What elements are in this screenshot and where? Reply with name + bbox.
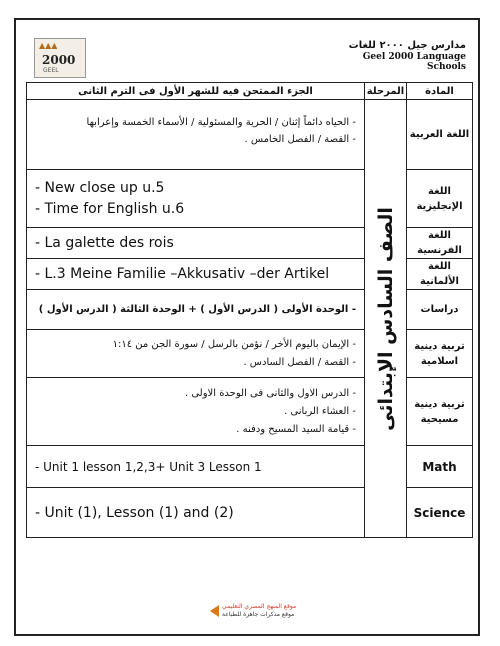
exam-content-table xyxy=(26,82,473,538)
document-header xyxy=(26,32,472,82)
content-cell: - Unit (1), Lesson (1) and (2) xyxy=(27,488,365,538)
content-cell: - الإيمان باليوم الأخر / نؤمن بالرسل / سورة الجن من ١:١٤ - القصة / الفصل السادس . xyxy=(27,330,365,378)
footer-watermark xyxy=(210,603,300,621)
content-cell: - L.3 Meine Familie –Akkusativ –der Artikel xyxy=(27,259,365,290)
content-cell: - الحياه دائماً إثنان / الحرية والمسئولية / الأسماء الخمسة وإعرابها - القصة / الفصل الخامس . xyxy=(27,100,365,170)
subject-cell: تربية دينية اسلامية xyxy=(407,330,473,378)
content-cell: - New close up u.5 - Time for English u.6 xyxy=(27,170,365,228)
col-content-header: الجزء الممتحن فيه للشهر الأول فى الترم الثانى xyxy=(27,83,365,100)
subject-cell: Math xyxy=(407,446,473,488)
subject-cell: دراسات xyxy=(407,290,473,330)
logo-year: 2000 xyxy=(42,53,76,67)
school-name-ar: مدارس جيل ٢٠٠٠ للغات xyxy=(348,40,466,51)
table-row xyxy=(27,100,473,170)
content-cell: - Unit 1 lesson 1,2,3+ Unit 3 Lesson 1 xyxy=(27,446,365,488)
stage-cell xyxy=(365,100,407,538)
school-name-en: Geel 2000 Language Schools xyxy=(362,52,466,72)
arrow-logo-icon xyxy=(210,605,219,617)
footer-line-2: موقع مذكرات جاهزة للطباعة xyxy=(222,611,295,618)
subject-cell: Science xyxy=(407,488,473,538)
content-cell: - الدرس الاول والثانى فى الوحدة الاولى . - العشاء الربانى . - قيامة السيد المسيح ودفنه . xyxy=(27,378,365,446)
stage-label: الصف السادس الإبتدائى xyxy=(374,206,397,431)
subject-cell: تربية دينية مسيحية xyxy=(407,378,473,446)
school-name xyxy=(326,40,466,72)
col-stage-header: المرحلة xyxy=(365,83,407,100)
subject-cell: اللغة الفرنسية xyxy=(407,228,473,259)
content-cell: - La galette des rois xyxy=(27,228,365,259)
subject-cell: اللغة الألمانية xyxy=(407,259,473,290)
col-subject-header: المادة xyxy=(407,83,473,100)
table-header-row xyxy=(27,83,473,100)
subject-cell: اللغة الإنجليزية xyxy=(407,170,473,228)
footer-line-1: موقع المنهج المصري التعليمي xyxy=(222,603,297,610)
school-logo: ▲▲▲ 2000 GEEL xyxy=(34,38,86,78)
content-cell: - الوحدة الأولى ( الدرس الأول ) + الوحدة الثالثة ( الدرس الأول ) xyxy=(27,290,365,330)
subject-cell: اللغة العربية xyxy=(407,100,473,170)
